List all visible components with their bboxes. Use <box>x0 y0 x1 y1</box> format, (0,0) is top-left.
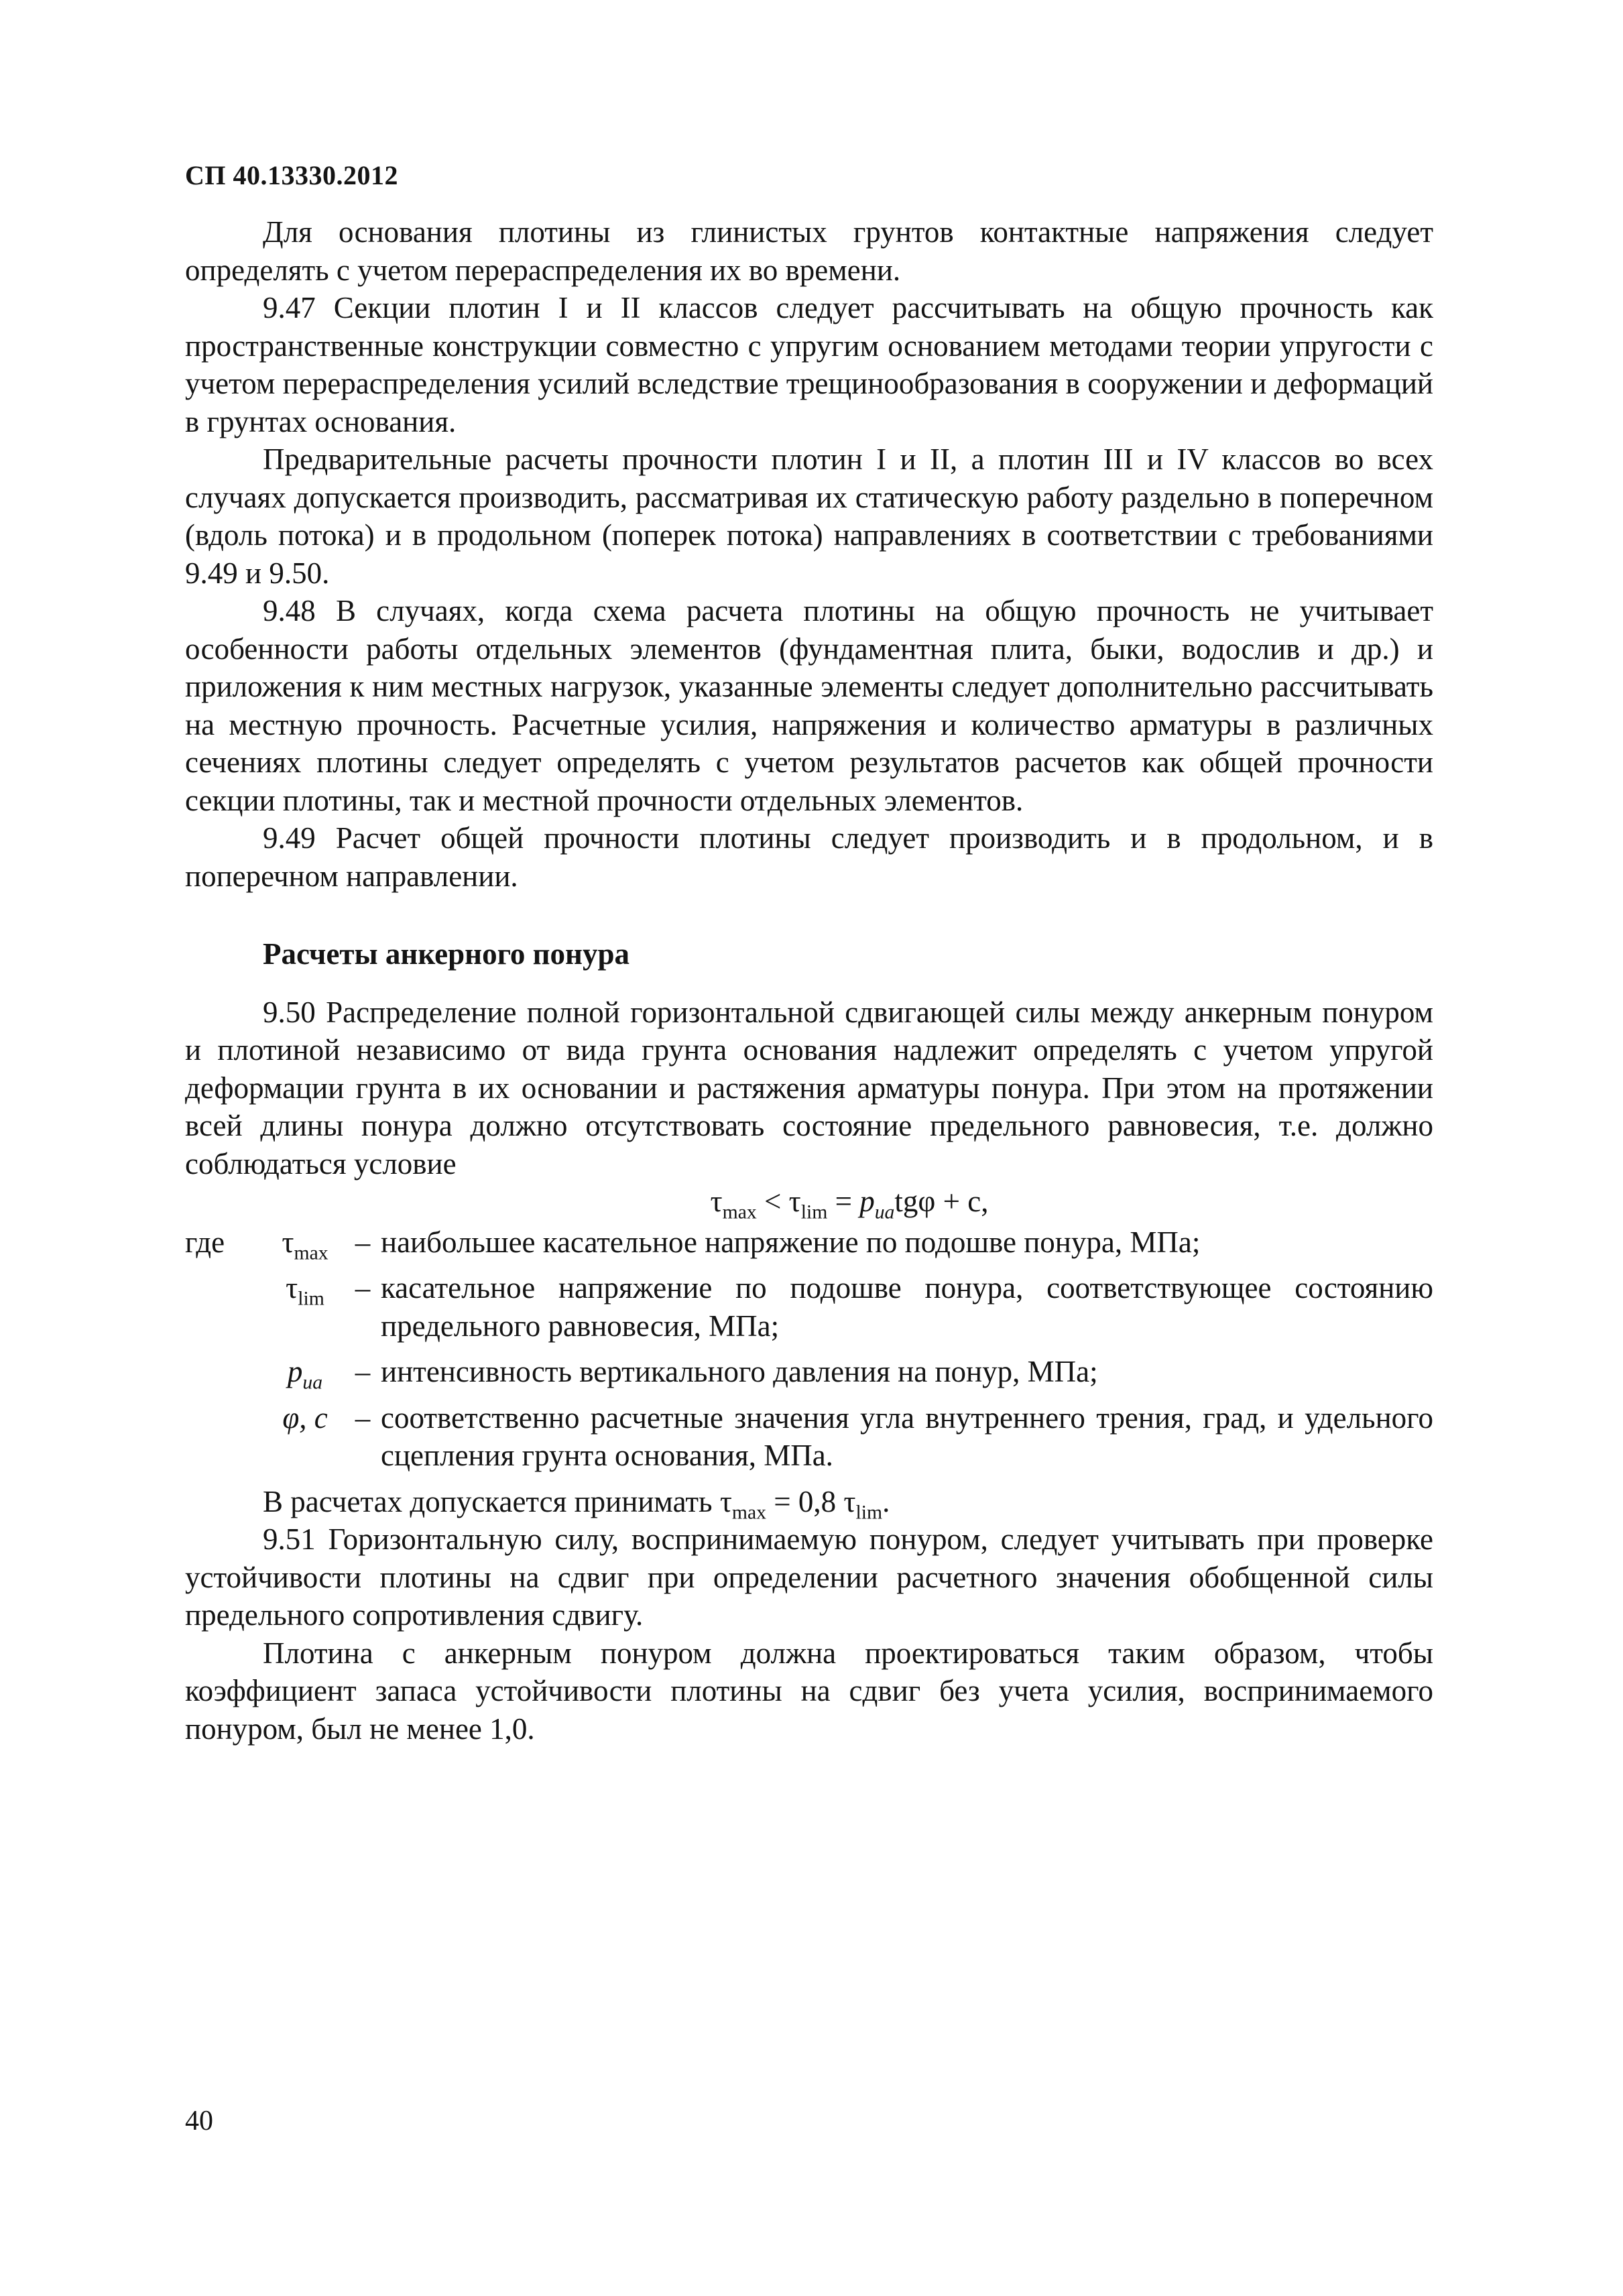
legend-row: φ, c – соответственно расчетные значения угла внутреннего трения, град, и удельного сцепления грунта основания, МПа. <box>185 1399 1433 1475</box>
legend-definition: касательное напряжение по подошве понура, соответствующее состоянию предельного равновесия, МПа; <box>381 1271 1433 1343</box>
paragraph-9-48: 9.48 В случаях, когда схема расчета плотины на общую прочность не учитывает особенности работы отдельных элементов (фундаментная плита, быки, водослив и др.) и приложения к ним местных нагрузок, указанные элементы следует дополнительно рассчитывать на местную прочность. Расчетные усилия, напряжения и количество арматуры в различных сечениях плотины следует определять с учетом результатов расчетов как общей прочности секции плотины, так и местной прочности отдельных элементов. <box>185 594 1433 817</box>
paragraph-preliminary-calc: Предварительные расчеты прочности плотин I и II, а плотин III и IV классов во всех случаях допускается производить, рассматривая их статическую работу раздельно в поперечном (вдоль потока) и в продольном (поперек потока) направлениях в соответствии с требованиями 9.49 и 9.50. <box>185 442 1433 590</box>
legend-symbol: $p_{ua}$ <box>287 1355 323 1394</box>
paragraph-9-51: 9.51 Горизонтальную силу, воспринимаемую понуром, следует учитывать при проверке устойчивости плотины на сдвиг при определении расчетного значения обобщенной силы предельного сопротивления сдвигу. <box>185 1522 1433 1632</box>
paragraph-contact-stress: Для основания плотины из глинистых грунтов контактные напряжения следует определять с учетом перераспределения их во времени. <box>185 215 1433 287</box>
legend-symbol: $\tau_{max}$ <box>282 1225 328 1264</box>
formula-legend <box>185 1223 1433 1475</box>
section-title-anchor-apron: Расчеты анкерного понура <box>263 937 630 971</box>
document-body <box>185 213 1433 1748</box>
legend-definition: наибольшее касательное напряжение по подошве понура, МПа; <box>381 1225 1201 1259</box>
legend-row: где $\tau_{max}$ – наибольшее касательное напряжение по подошве понура, МПа; <box>185 1223 1433 1262</box>
paragraph-9-47: 9.47 Секции плотин I и II классов следует рассчитывать на общую прочность как пространственные конструкции совместно с упругим основанием методами теории упругости с учетом перераспределения усилий вследствие трещинообразования в сооружении и деформаций в грунтах основания. <box>185 291 1433 438</box>
note-allowed-ratio: В расчетах допускается принимать $\tau_{max} = 0,8$ $\tau_{lim}$. <box>263 1484 890 1523</box>
legend-row: $\tau_{lim}$ – касательное напряжение по подошве понура, соответствующее состоянию предельного равновесия, МПа; <box>185 1269 1433 1345</box>
legend-where-word: где <box>185 1225 225 1259</box>
legend-symbol: φ, c <box>282 1400 328 1435</box>
paragraph-safety-factor: Плотина с анкерным понуром должна проектироваться таким образом, чтобы коэффициент запаса устойчивости плотины на сдвиг без учета усилия, воспринимаемого понуром, был не менее 1,0. <box>185 1636 1433 1746</box>
formula-shear-condition: $\tau_{max} < \tau_{lim} = p_{ua}tg\varphi + c$, <box>710 1185 989 1223</box>
legend-definition: соответственно расчетные значения угла внутреннего трения, град, и удельного сцепления грунта основания, МПа. <box>381 1400 1433 1472</box>
paragraph-9-49: 9.49 Расчет общей прочности плотины следует производить и в продольном, и в поперечном направлении. <box>185 821 1433 893</box>
document-code: СП 40.13330.2012 <box>185 160 398 190</box>
legend-symbol: $\tau_{lim}$ <box>286 1271 324 1310</box>
legend-definition: интенсивность вертикального давления на понур, МПа; <box>381 1355 1098 1388</box>
page-number: 40 <box>185 2106 213 2136</box>
legend-row: $p_{ua}$ – интенсивность вертикального давления на понур, МПа; <box>185 1353 1433 1391</box>
paragraph-9-50: 9.50 Распределение полной горизонтальной сдвигающей силы между анкерным понуром и плотиной независимо от вида грунта основания надлежит определять с учетом упругой деформации грунта в их основании и растяжения арматуры понура. При этом на протяжении всей длины понура должно отсутствовать состояние предельного равновесия, т.е. должно соблюдаться условие <box>185 995 1433 1181</box>
